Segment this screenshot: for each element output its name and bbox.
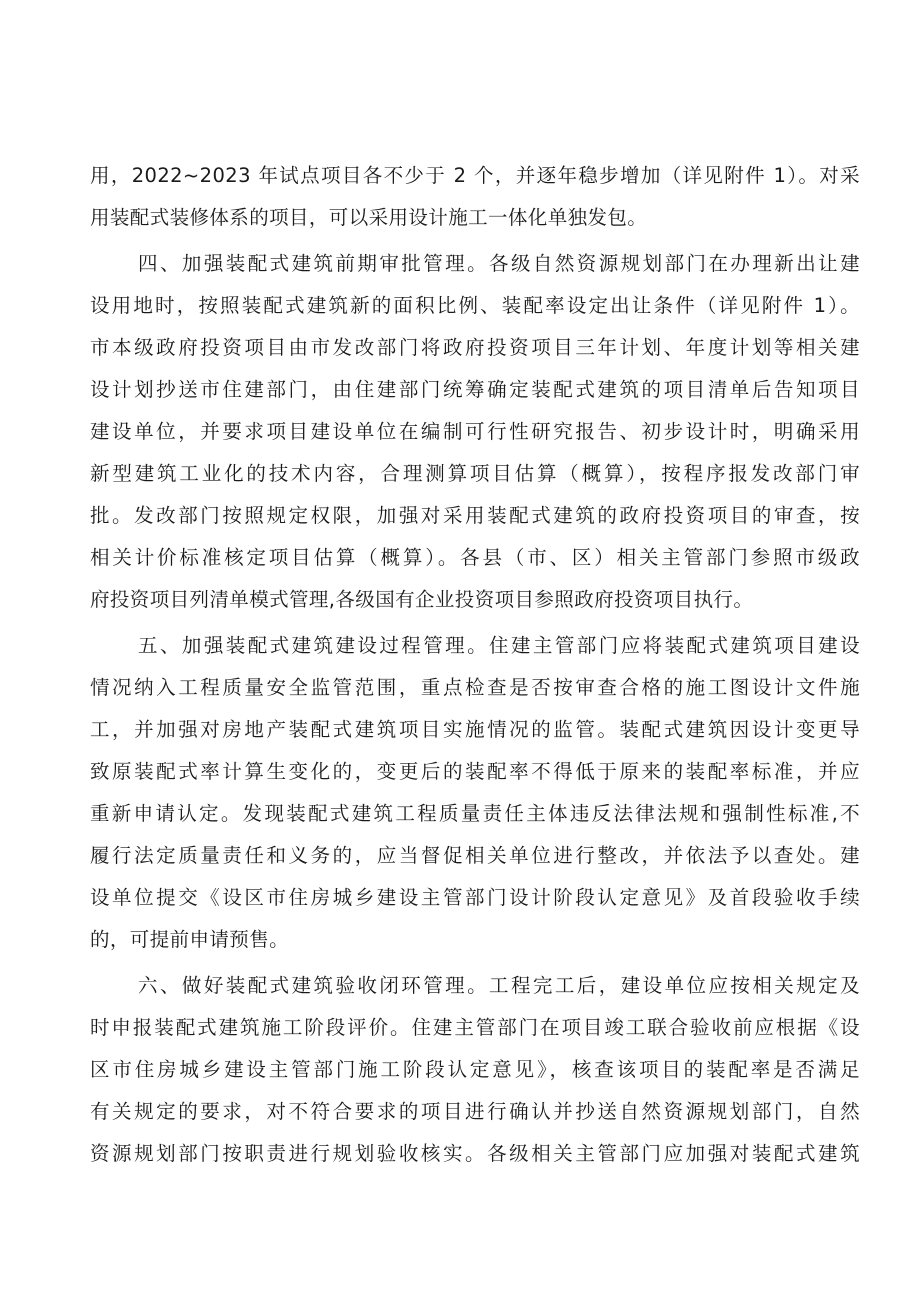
text-line: 时申报装配式建筑施工阶段评价。住建主管部门在项目竣工联合验收前应根据《设 xyxy=(90,1016,860,1039)
text-line: 重新申请认定。发现装配式建筑工程质量责任主体违反法律法规和强制性标准,不 xyxy=(90,802,860,825)
paragraph-section-6 xyxy=(90,965,860,1175)
text-line: 府投资项目列清单模式管理,各级国有企业投资项目参照政府投资项目执行。 xyxy=(90,588,754,611)
text-line: 五、加强装配式建筑建设过程管理。住建主管部门应将装配式建筑项目建设 xyxy=(138,634,860,657)
text-line: 新型建筑工业化的技术内容，合理测算项目估算（概算），按程序报发改部门审 xyxy=(90,462,860,485)
text-line: 用装配式装修体系的项目，可以采用设计施工一体化单独发包。 xyxy=(90,206,648,229)
document-body xyxy=(90,155,860,1179)
text-line: 四、加强装配式建筑前期审批管理。各级自然资源规划部门在办理新出让建 xyxy=(138,252,860,275)
text-line: 市本级政府投资项目由市发改部门将政府投资项目三年计划、年度计划等相关建 xyxy=(90,336,860,359)
text-line: 致原装配式率计算生变化的，变更后的装配率不得低于原来的装配率标准，并应 xyxy=(90,760,860,783)
paragraph-section-4 xyxy=(90,243,860,621)
paragraph-section-5 xyxy=(90,625,860,961)
text-line: 的，可提前申请预售。 xyxy=(90,928,290,951)
text-line: 用，2022~2023 年试点项目各不少于 2 个，并逐年稳步增加（详见附件 1）。对采 xyxy=(90,164,860,187)
text-line: 履行法定质量责任和义务的，应当督促相关单位进行整改，并依法予以查处。建 xyxy=(90,844,860,867)
text-line: 建设单位，并要求项目建设单位在编制可行性研究报告、初步设计时，明确采用 xyxy=(90,420,860,443)
text-line: 区市住房城乡建设主管部门施工阶段认定意见》，核查该项目的装配率是否满足 xyxy=(90,1058,860,1081)
text-line: 相关计价标准核定项目估算（概算）。各县（市、区）相关主管部门参照市级政 xyxy=(90,546,860,569)
text-line: 情况纳入工程质量安全监管范围，重点检查是否按审查合格的施工图设计文件施 xyxy=(90,676,860,699)
text-line: 资源规划部门按职责进行规划验收核实。各级相关主管部门应加强对装配式建筑 xyxy=(90,1142,860,1165)
text-line: 有关规定的要求，对不符合要求的项目进行确认并抄送自然资源规划部门，自然 xyxy=(90,1100,860,1123)
text-line: 设用地时，按照装配式建筑新的面积比例、装配率设定出让条件（详见附件 1）。 xyxy=(90,294,860,317)
text-line: 六、做好装配式建筑验收闭环管理。工程完工后，建设单位应按相关规定及 xyxy=(138,974,860,997)
text-line: 批。发改部门按照规定权限，加强对采用装配式建筑的政府投资项目的审查，按 xyxy=(90,504,860,527)
text-line: 工，并加强对房地产装配式建筑项目实施情况的监管。装配式建筑因设计变更导 xyxy=(90,718,860,741)
paragraph-continuation xyxy=(90,155,860,239)
text-line: 设单位提交《设区市住房城乡建设主管部门设计阶段认定意见》及首段验收手续 xyxy=(90,886,860,909)
text-line: 设计划抄送市住建部门，由住建部门统筹确定装配式建筑的项目清单后告知项目 xyxy=(90,378,860,401)
